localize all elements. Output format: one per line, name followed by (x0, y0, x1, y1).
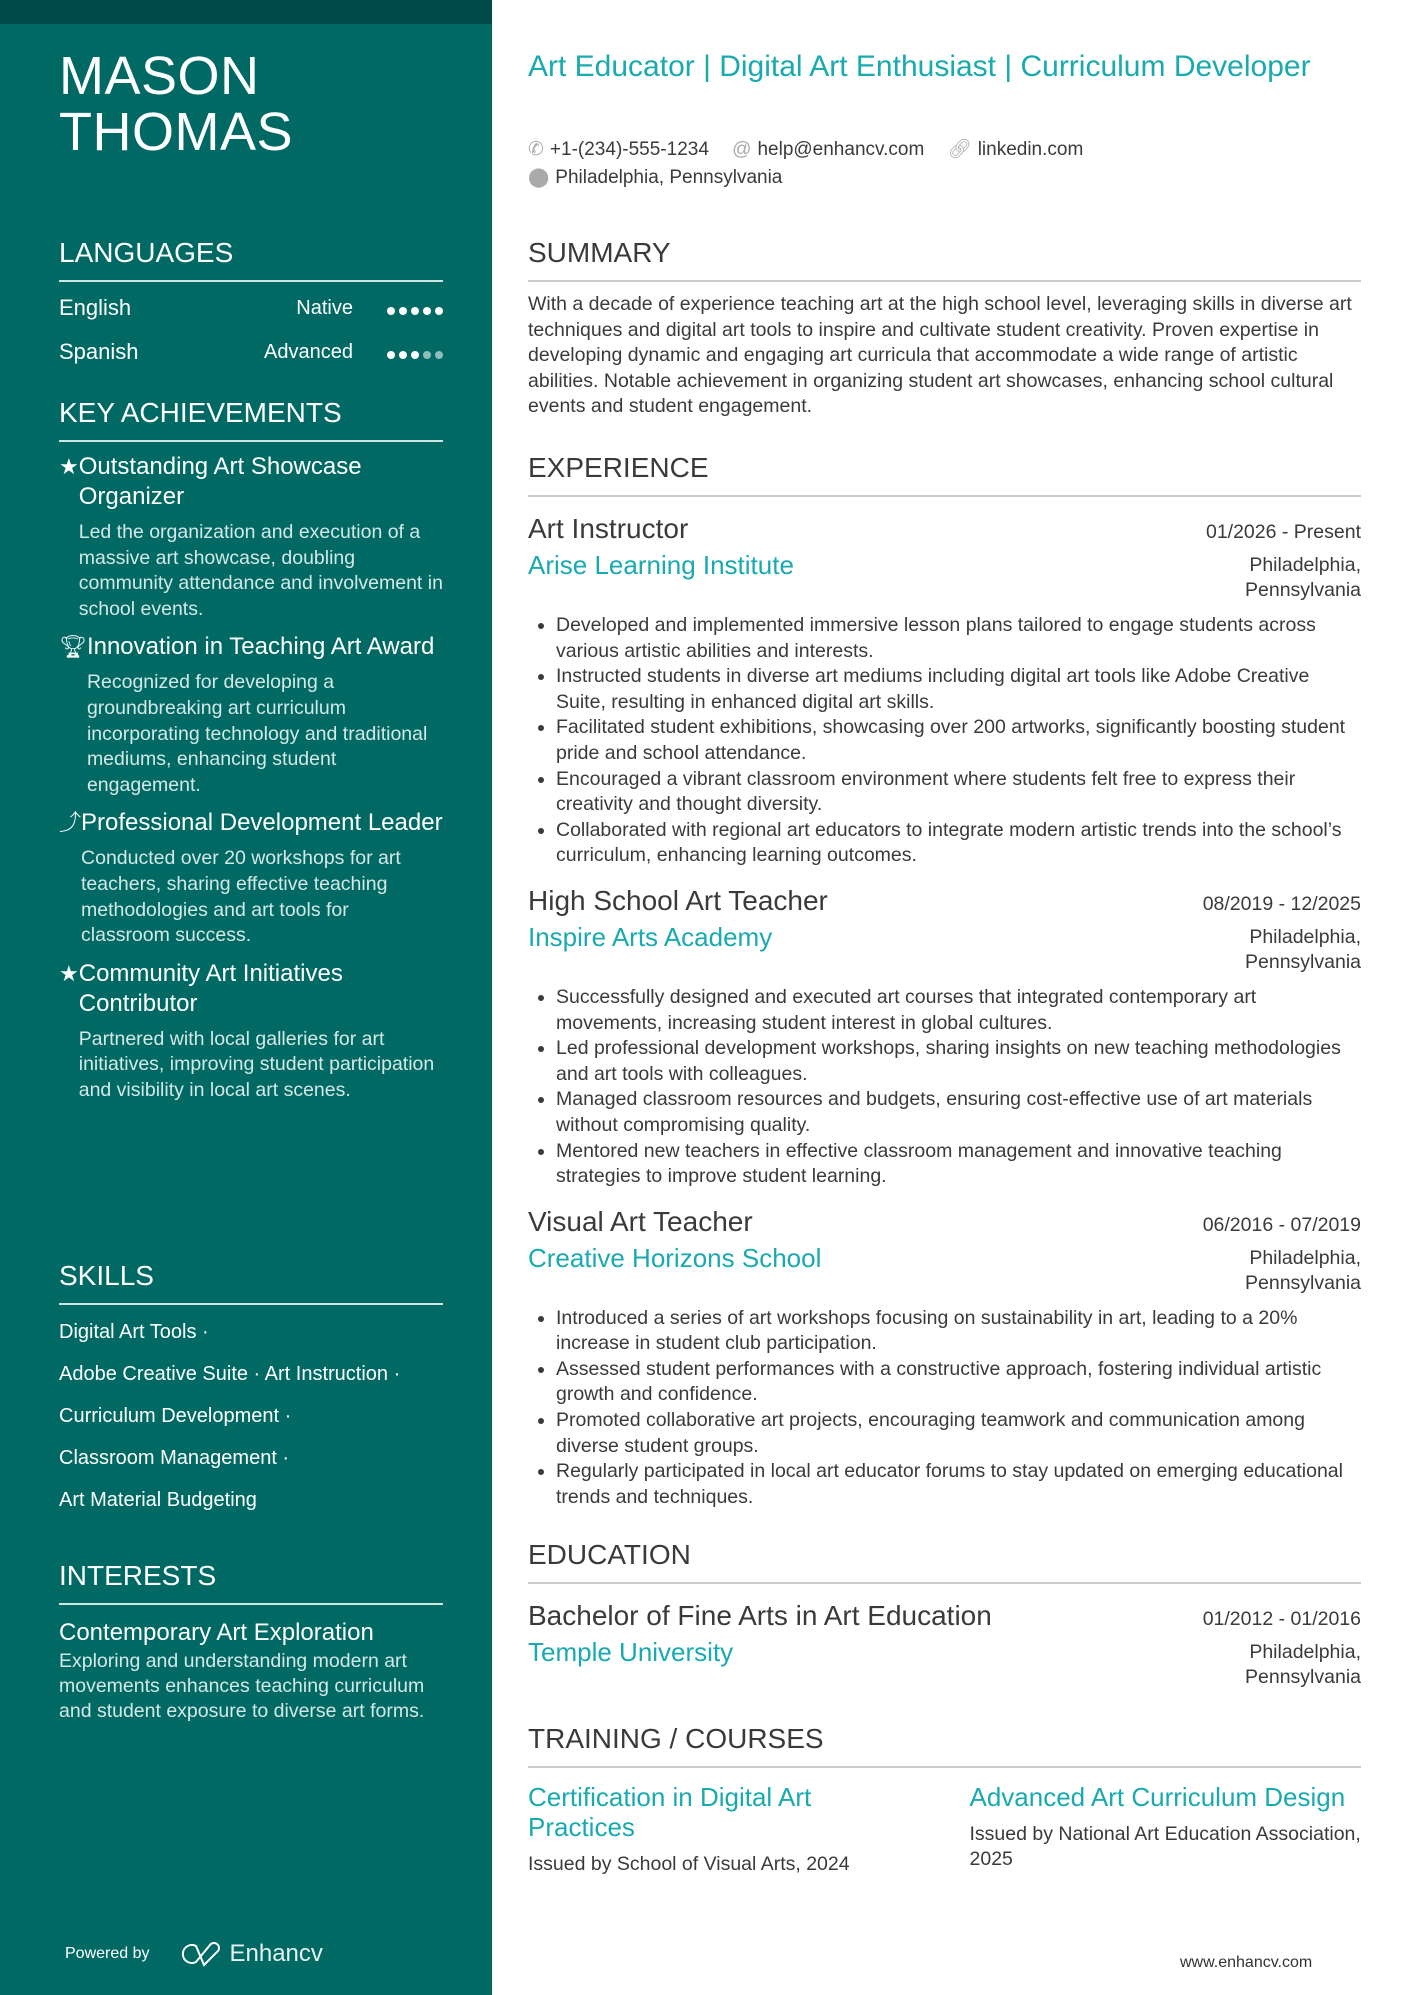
job-bullet: • Led professional development workshops, sharing insights on new teaching methodologies and art tools with colleagues. (556, 1036, 1361, 1087)
job-dates: 01/2026 - Present (1205, 521, 1361, 543)
star-icon: ★ (59, 960, 79, 986)
achievement-item (59, 808, 443, 948)
interest-title: Contemporary Art Exploration (59, 1619, 374, 1646)
company-name: Inspire Arts Academy (528, 921, 773, 952)
interests-section (59, 1559, 443, 1724)
achievement-title: Professional Development Leader (81, 809, 443, 837)
link-icon: 🔗︎ (947, 139, 972, 160)
proficiency-dots (383, 295, 443, 321)
location-text: Philadelphia, Pennsylvania (555, 167, 783, 188)
job-bullet: • Mentored new teachers in effective classroom management and innovative teaching strategies to improve student learning. (556, 1139, 1361, 1190)
star-icon: ★ (59, 454, 79, 479)
job-bullet: • Collaborated with regional art educators to integrate modern artistic trends into the school’s curriculum, enhancing learning outcomes. (556, 818, 1361, 869)
proficiency-dot (423, 351, 431, 359)
achievements-section (59, 396, 443, 1104)
section-heading: EDUCATION (528, 1538, 1361, 1584)
job-dates: 08/2019 - 12/2025 (1202, 892, 1361, 915)
location-pin-icon: ⬤ (528, 167, 550, 188)
course-description: Issued by School of Visual Arts, 2024 (528, 1853, 850, 1875)
course-item (970, 1782, 1362, 1877)
proficiency-dot (387, 351, 395, 359)
course-title: Certification in Digital Art Practices (528, 1782, 812, 1842)
education-item (528, 1598, 1361, 1690)
enhancv-logo (178, 1940, 323, 1968)
link[interactable] (948, 139, 1084, 160)
summary-section (528, 236, 1361, 420)
section-heading: SKILLS (59, 1259, 443, 1305)
website-link[interactable]: www.enhancv.com (1180, 1954, 1313, 1971)
achievement-item (59, 632, 443, 798)
language-item (59, 286, 443, 330)
enhancv-logo-icon (178, 1941, 222, 1967)
link-text: linkedin.com (977, 139, 1084, 160)
section-heading: EXPERIENCE (528, 451, 1361, 497)
dates: 01/2012 - 01/2016 (1202, 1608, 1361, 1630)
skill-item: Art Material Budgeting (59, 1489, 257, 1511)
skills-section (59, 1259, 443, 1521)
headline: Art Educator | Digital Art Enthusiast | Curriculum Developer (528, 50, 1311, 83)
job-location: Philadelphia, Pennsylvania (1245, 554, 1361, 601)
job-entry (528, 883, 1361, 1190)
company-name: Arise Learning Institute (528, 550, 794, 580)
experience-section (528, 451, 1361, 1510)
section-heading: LANGUAGES (59, 236, 443, 282)
section-heading: KEY ACHIEVEMENTS (59, 396, 443, 442)
job-bullet: • Managed classroom resources and budgets, ensuring cost-effective use of art materials without compromising quality. (556, 1087, 1361, 1138)
achievement-item (59, 452, 443, 622)
phone-icon: ✆ (528, 139, 544, 160)
job-bullet: • Encouraged a vibrant classroom environment where students felt free to express their creativity and thought diversity. (556, 767, 1361, 818)
strategy-icon: ⤴ (59, 810, 82, 836)
sidebar (0, 0, 492, 1995)
school: Temple University (528, 1637, 734, 1667)
powered-by-label: Powered by (65, 1945, 150, 1962)
top-strip (0, 0, 492, 24)
proficiency-dot (399, 307, 407, 315)
course-description: Issued by National Art Education Association, 2025 (969, 1823, 1361, 1870)
job-title: Visual Art Teacher (528, 1205, 753, 1237)
candidate-name (59, 48, 443, 160)
job-entry (528, 511, 1361, 869)
education-section (528, 1538, 1361, 1690)
job-title: High School Art Teacher (528, 884, 828, 916)
job-bullets (528, 1306, 1361, 1511)
proficiency-dot (435, 307, 443, 315)
language-item (59, 330, 443, 374)
skill-item: Adobe Creative Suite · Art Instruction · (59, 1363, 401, 1385)
course-title: Advanced Art Curriculum Design (969, 1782, 1346, 1812)
location (528, 167, 782, 188)
job-bullet: • Instructed students in diverse art mediums including digital art tools like Adobe Creative Suite, resulting in enhanced digital art skills. (556, 664, 1361, 715)
brand-name: Enhancv (229, 1940, 323, 1967)
job-location: Philadelphia, Pennsylvania (1245, 1246, 1361, 1294)
proficiency-dot (399, 351, 407, 359)
proficiency-dots (383, 339, 443, 365)
contact-info (528, 136, 1361, 192)
proficiency-dot (387, 307, 395, 315)
job-bullets (528, 613, 1361, 869)
proficiency-dot (411, 351, 419, 359)
interest-description: Exploring and understanding modern art movements enhances teaching curriculum and student exposure to diverse art forms. (59, 1650, 425, 1722)
language-level: Advanced (264, 340, 353, 363)
trophy-icon: 🏆︎ (59, 634, 87, 660)
job-bullet: • Successfully designed and executed art courses that integrated contemporary art movements, increasing student interest in global cultures. (556, 985, 1361, 1036)
skill-item: Classroom Management · (59, 1447, 290, 1469)
phone[interactable] (528, 139, 709, 160)
job-title: Art Instructor (528, 513, 689, 544)
section-heading: TRAINING / COURSES (528, 1722, 1361, 1768)
achievement-description: Led the organization and execution of a massive art showcase, doubling community attendance and involvement in school events. (78, 521, 443, 620)
email-text: help@enhancv.com (757, 139, 925, 160)
job-bullets (528, 985, 1361, 1190)
job-location: Philadelphia, Pennsylvania (1245, 925, 1361, 973)
achievement-item (59, 959, 443, 1104)
location: Philadelphia, Pennsylvania (1245, 1641, 1361, 1688)
company-name: Creative Horizons School (528, 1242, 822, 1273)
language-level: Native (296, 296, 353, 319)
powered-by[interactable] (65, 1940, 323, 1968)
job-bullet: • Facilitated student exhibitions, showcasing over 200 artworks, significantly boosting student pride and school attendance. (556, 715, 1361, 766)
summary-text: With a decade of experience teaching art at the high school level, leveraging skills in diverse art techniques and digital art tools to inspire and cultivate student creativity. Proven expertise in developing dynamic and engaging art curricula that accommodate a wide range of artistic abilities. Notable achievement in organizing student art showcases, enhancing school cultural events and student engagement. (528, 293, 1352, 418)
at-icon: @ (732, 139, 752, 160)
skill-item: Curriculum Development · (59, 1405, 292, 1427)
phone-text: +1-(234)-555-1234 (549, 139, 709, 160)
job-dates: 06/2016 - 07/2019 (1202, 1213, 1361, 1236)
languages-section (59, 236, 443, 374)
achievement-description: Conducted over 20 workshops for art teachers, sharing effective teaching methodologies and art tools for classroom success. (81, 847, 401, 947)
achievement-description: Partnered with local galleries for art initiatives, improving student participation and visibility in local art scenes. (78, 1027, 435, 1101)
job-bullet: • Introduced a series of art workshops focusing on sustainability in art, leading to a 20% increase in student club participation. (556, 1306, 1361, 1357)
course-item (528, 1782, 920, 1877)
achievement-title: Outstanding Art Showcase Organizer (78, 453, 362, 510)
section-heading: INTERESTS (59, 1559, 443, 1605)
achievement-description: Recognized for developing a groundbreaking art curriculum incorporating technology and traditional mediums, enhancing student engagement. (86, 671, 428, 796)
proficiency-dot (411, 307, 419, 315)
achievement-title: Community Art Initiatives Contributor (78, 959, 343, 1017)
job-entry (528, 1204, 1361, 1511)
skill-item: Digital Art Tools · (59, 1321, 209, 1343)
achievement-title: Innovation in Teaching Art Award (86, 633, 435, 661)
proficiency-dot (435, 351, 443, 359)
section-heading: SUMMARY (528, 236, 1361, 282)
job-bullet: • Promoted collaborative art projects, encouraging teamwork and communication among diverse student groups. (556, 1408, 1361, 1459)
first-name: MASON (59, 46, 260, 106)
language-name: Spanish (59, 339, 139, 364)
job-bullet: • Assessed student performances with a constructive approach, fostering individual artistic growth and confidence. (556, 1357, 1361, 1408)
proficiency-dot (423, 307, 431, 315)
last-name: THOMAS (59, 102, 294, 162)
degree: Bachelor of Fine Arts in Art Education (528, 1600, 992, 1631)
job-bullet: • Developed and implemented immersive lesson plans tailored to engage students across various artistic abilities and interests. (556, 613, 1361, 664)
training-section (528, 1722, 1361, 1877)
language-name: English (59, 295, 132, 320)
email[interactable] (732, 139, 924, 160)
job-bullet: • Regularly participated in local art educator forums to stay updated on emerging educational trends and techniques. (556, 1459, 1361, 1510)
